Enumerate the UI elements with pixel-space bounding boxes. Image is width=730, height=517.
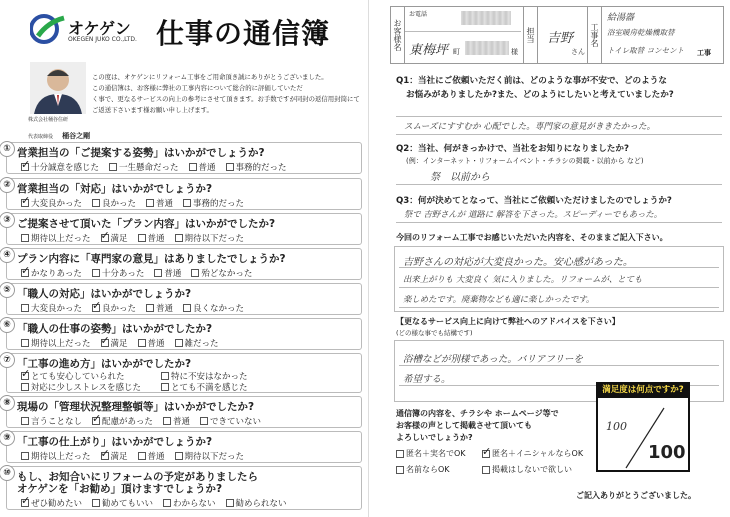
question-title: 「職人の対応」はいかがでしょうか? [17, 288, 192, 300]
question-3 [3, 213, 362, 245]
impression-line: 楽しめたです。廃棄物なども適に楽しかったです。 [403, 294, 595, 304]
option-label: 良かった [102, 199, 137, 209]
option-label: 普通 [147, 452, 165, 462]
q1-title: Q1：当社にご依頼いただく前は、どのような事が不安で、どのような [396, 76, 667, 86]
customer-label: お客様名 [391, 7, 405, 63]
intro-line: この通信簿は、お客様に弊社の工事内容について総合的に評価していただ [92, 84, 303, 92]
option-label: とても不満を感じた [171, 383, 248, 393]
option-label: 大変良かった [31, 304, 83, 314]
customer-name: 東梅坪 [409, 43, 449, 58]
advice-subtitle: (どの様な事でも結構です) [396, 329, 473, 337]
option-label: 期待以下だった [184, 452, 245, 462]
checkbox[interactable] [161, 372, 169, 380]
option-label: 普通 [147, 339, 165, 349]
staff-name: 吉野 [547, 31, 574, 46]
option-label: 掲載はしないで欲しい [492, 465, 572, 474]
intro-line: ご返送下さいます様お願い申し上げます。 [92, 106, 213, 114]
checkbox-checked[interactable] [21, 269, 29, 277]
question-1 [3, 142, 362, 174]
question-title: 「職人の仕事の姿勢」はいかがでしたか? [17, 323, 213, 335]
checkbox[interactable] [183, 304, 191, 312]
right-page [370, 0, 730, 517]
checkbox[interactable] [92, 199, 100, 207]
checkbox[interactable] [175, 234, 183, 242]
town-label: 町 [453, 48, 460, 56]
option-label: とても安心していられた [31, 372, 125, 382]
question-title: 「工事の仕上がり」はいかがでしょうか? [17, 436, 213, 448]
sama-label: 様 [511, 48, 518, 56]
checkbox-checked[interactable] [482, 450, 490, 458]
question-number: ② [0, 177, 15, 193]
q2-title: Q2：当社、何がきっかけで、当社をお知りになりましたか? [396, 144, 629, 154]
question-number: ③ [0, 212, 15, 228]
checkbox[interactable] [21, 417, 29, 425]
checkbox[interactable] [163, 499, 171, 507]
president-photo [30, 62, 86, 114]
option-label: 満足 [110, 339, 128, 349]
question-title: 現場の「管理状況整理整頓等」はいかがでしたか? [17, 401, 255, 413]
intro-line: この度は、オケゲンにリフォーム工事をご用命頂き誠にありがとうございました。 [92, 73, 328, 81]
option-label: 言うことなし [31, 417, 83, 427]
option-label: 匿名＋イニシャルならOK [492, 449, 584, 458]
score-max: 100 [648, 442, 686, 463]
option-label: 期待以上だった [31, 339, 91, 349]
question-5 [3, 283, 362, 315]
option-label: 匿名＋実名でOK [406, 449, 466, 458]
option-label: 名前ならOK [406, 465, 450, 474]
option-label: 対応に少しストレスを感じた [30, 383, 141, 393]
thanks-text: ご記入ありがとうございました。 [576, 491, 696, 500]
option-label: ぜひ勧めたい [31, 499, 83, 509]
checkbox[interactable] [21, 234, 29, 242]
address-redacted [465, 41, 509, 55]
impression-title: 今回のリフォーム工事でお感じいただいた内容を、そのままご記入下さい。 [396, 233, 668, 242]
option-label: かなりあった [31, 269, 82, 279]
question-9 [3, 431, 362, 463]
intro-text [92, 72, 360, 116]
checkbox-checked[interactable] [101, 452, 109, 460]
checkbox[interactable] [92, 499, 100, 507]
page-title: 仕事の通信簿 [156, 17, 331, 50]
q3-title: Q3：何が決めてとなって、当社にご依頼いただけましたのでしょうか? [396, 196, 672, 206]
option-label: 普通 [164, 269, 182, 279]
work-name-3: トイレ取替 コンセント [607, 46, 685, 55]
option-label: 期待以上だった [31, 234, 91, 244]
option-label: できていない [209, 417, 261, 427]
publish-question: 通信簿の内容を、チラシや ホームページ等で お客様の声として掲載させて頂いても よろしいでしょうか? [396, 409, 559, 442]
checkbox-checked[interactable] [21, 372, 29, 380]
president-name: 桶谷之剛 [62, 132, 91, 140]
checkbox[interactable] [200, 417, 208, 425]
checkbox[interactable] [109, 163, 117, 171]
option-label: 一生懸命だった [119, 163, 179, 173]
checkbox-checked[interactable] [21, 199, 29, 207]
option-label: 満足 [110, 234, 128, 244]
option-label: 期待以下だった [184, 234, 245, 244]
question-6 [3, 318, 362, 350]
checkbox[interactable] [482, 466, 490, 474]
checkbox[interactable] [189, 163, 197, 171]
brand-name: オケゲン [68, 19, 131, 38]
question-title: 営業担当の「ご提案する姿勢」はいかがでしょうか? [17, 147, 265, 159]
question-title-line2: オケゲンを「お勧め」頂けますでしょうか? [17, 483, 223, 495]
checkbox-checked[interactable] [92, 304, 100, 312]
question-number: ⑨ [0, 430, 15, 446]
advice-line: 浴槽などが別様であった。バリアフリーを [403, 354, 584, 365]
question-7 [3, 353, 362, 393]
option-label: 期待以上だった [31, 452, 91, 462]
checkbox[interactable] [161, 383, 169, 391]
option-label: 良かった [102, 304, 137, 314]
question-number: ⑤ [0, 282, 15, 298]
checkbox[interactable] [21, 383, 29, 391]
checkbox[interactable] [154, 269, 162, 277]
checkbox[interactable] [92, 269, 100, 277]
checkbox[interactable] [226, 163, 234, 171]
question-title: ご提案させて頂いた「プラン内容」はいかがでしたか? [17, 218, 276, 230]
option-label: 事務的だった [235, 163, 287, 173]
q2-example: (例：インターネット・リフォームイベント・チラシの掲載・以前から など) [406, 157, 644, 165]
option-label: 十分あった [101, 269, 145, 279]
option-label: 普通 [156, 304, 174, 314]
option-label: 普通 [198, 163, 216, 173]
q1-answer: スムーズにすすむか 心配でした。専門家の意見がききたかった。 [404, 122, 656, 132]
option-label: 殆どなかった [201, 269, 253, 279]
impression-line: 出来上がりも 大変良く 気に入りました。リフォームが、とても [403, 274, 643, 284]
option-label: 普通 [172, 417, 190, 427]
option-label: 大変良かった [31, 199, 83, 209]
option-label: 満足 [110, 452, 128, 462]
checkbox[interactable] [396, 450, 404, 458]
checkbox[interactable] [138, 452, 146, 460]
checkbox[interactable] [21, 304, 29, 312]
intro-line: く事で、更なるサービスの向上の参考にさせて頂きます。お手数ですが同封の返信用封筒にて [92, 95, 360, 103]
checkbox[interactable] [183, 199, 191, 207]
option-label: 事務的だった [193, 199, 245, 209]
question-title: 営業担当の「対応」はいかがでしょうか? [17, 183, 213, 195]
option-label: 特に不安はなかった [171, 372, 248, 382]
work-name-1: 給湯器 [607, 13, 635, 23]
question-number: ⑧ [0, 395, 15, 411]
work-label: 工事名 [588, 7, 602, 63]
option-label: 普通 [156, 199, 174, 209]
question-number: ⑩ [0, 465, 15, 481]
checkbox-checked[interactable] [21, 163, 29, 171]
impression-line: 吉野さんの対応が大変良かった。安心感があった。 [403, 257, 633, 268]
san-label: さん [571, 48, 585, 56]
logo-mark-icon [30, 14, 66, 44]
checkbox-checked[interactable] [101, 339, 109, 347]
option-label: 雑だった [184, 339, 219, 349]
work-name-2: 浴室暖房乾燥機取替 [607, 28, 675, 37]
q2-answer: 祭 以前から [430, 172, 490, 183]
option-label: 勧めてもいい [102, 499, 154, 509]
question-title: プラン内容に「専門家の意見」はありましたでしょうか? [17, 253, 286, 265]
checkbox[interactable] [175, 452, 183, 460]
question-number: ⑦ [0, 352, 15, 368]
score-box [596, 382, 690, 472]
advice-title: 【更なるサービス向上に向けて弊社へのアドバイスを下さい】 [396, 317, 620, 326]
customer-info-table [390, 6, 724, 64]
phone-redacted [461, 11, 511, 25]
impression-box [394, 246, 724, 312]
question-4 [3, 248, 362, 280]
question-2 [3, 178, 362, 210]
president-role: 株式会社桶谷住研 [28, 117, 69, 123]
question-8 [3, 396, 362, 428]
question-title: 「工事の進め方」はいかがでしたか? [17, 358, 192, 370]
checkbox[interactable] [146, 304, 154, 312]
staff-label: 担当 [524, 7, 538, 63]
question-number: ④ [0, 247, 15, 263]
president-title: 代表取締役 [28, 134, 54, 140]
score-written: 100 [606, 420, 627, 433]
checkbox[interactable] [21, 452, 29, 460]
checkbox[interactable] [175, 339, 183, 347]
phone-label: お電話 [409, 11, 428, 18]
checkbox[interactable] [396, 466, 404, 474]
page-divider [368, 0, 369, 517]
checkbox[interactable] [21, 339, 29, 347]
option-label: 良くなかった [193, 304, 245, 314]
checkbox[interactable] [138, 234, 146, 242]
question-title: もし、お知合いにリフォームの予定がありましたら [17, 471, 258, 483]
question-number: ⑥ [0, 317, 15, 333]
q3-answer: 祭で 吉野さんが 道路に 解答を下さった。スピーディーでもあった。 [404, 209, 663, 219]
checkbox-checked[interactable] [21, 499, 29, 507]
question-number: ① [0, 141, 15, 157]
checkbox-checked[interactable] [101, 234, 109, 242]
checkbox[interactable] [146, 199, 154, 207]
checkbox-checked[interactable] [92, 417, 100, 425]
question-10 [3, 466, 362, 510]
checkbox[interactable] [138, 339, 146, 347]
checkbox[interactable] [163, 417, 171, 425]
option-label: 普通 [147, 234, 165, 244]
option-label: 配慮があった [102, 417, 153, 427]
option-label: わからない [173, 499, 216, 509]
advice-line: 希望する。 [403, 374, 451, 385]
option-label: 十分誠意を感じた [31, 163, 100, 173]
brand-subtitle: OKEGEN JUKO CO.,LTD. [68, 36, 137, 43]
checkbox[interactable] [191, 269, 199, 277]
work-suffix: 工事 [697, 49, 711, 57]
score-title: 満足度は何点ですか? [596, 382, 690, 398]
checkbox[interactable] [226, 499, 234, 507]
q1-title-line2: お悩みがありましたか?また、どのようにしたいと考えていましたか? [406, 90, 674, 100]
option-label: 勧められない [235, 499, 287, 509]
company-logo [30, 14, 150, 48]
